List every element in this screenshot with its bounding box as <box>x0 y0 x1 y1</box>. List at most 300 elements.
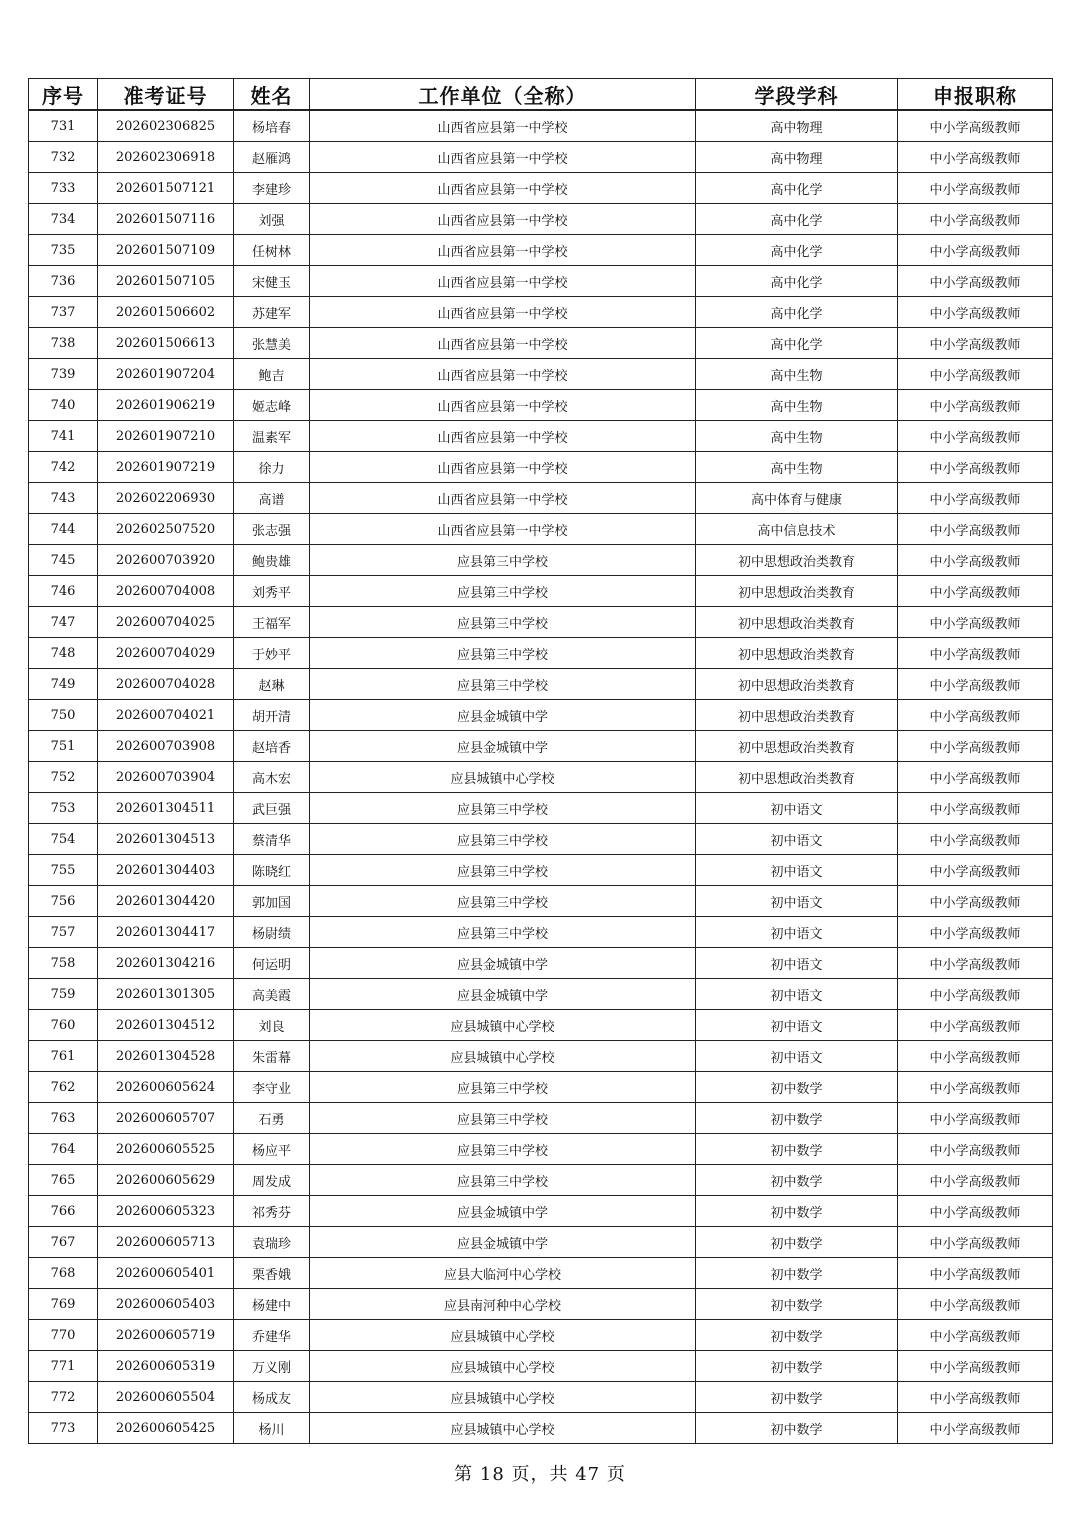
candidate-table <box>28 78 1053 1444</box>
cell-serial-number: 752 <box>29 762 98 793</box>
cell-work-unit: 应县第三中学校 <box>310 793 696 824</box>
cell-title-applied: 中小学高级教师 <box>898 886 1053 917</box>
cell-exam-id: 202600704029 <box>98 638 234 669</box>
table-row <box>29 731 1053 762</box>
cell-stage-subject: 初中数学 <box>696 1289 898 1320</box>
cell-title-applied: 中小学高级教师 <box>898 1382 1053 1413</box>
cell-work-unit: 山西省应县第一中学校 <box>310 204 696 235</box>
table-row <box>29 607 1053 638</box>
cell-stage-subject: 初中思想政治类教育 <box>696 545 898 576</box>
table-row <box>29 1320 1053 1351</box>
header-serial-number: 序号 <box>29 79 98 111</box>
cell-stage-subject: 初中语文 <box>696 1041 898 1072</box>
cell-stage-subject: 初中思想政治类教育 <box>696 576 898 607</box>
cell-name: 刘强 <box>234 204 310 235</box>
cell-work-unit: 应县第三中学校 <box>310 1134 696 1165</box>
cell-stage-subject: 初中语文 <box>696 855 898 886</box>
cell-serial-number: 735 <box>29 235 98 266</box>
cell-work-unit: 应县第三中学校 <box>310 917 696 948</box>
cell-name: 张慧美 <box>234 328 310 359</box>
cell-stage-subject: 初中数学 <box>696 1227 898 1258</box>
cell-stage-subject: 初中语文 <box>696 979 898 1010</box>
table-row <box>29 855 1053 886</box>
cell-serial-number: 754 <box>29 824 98 855</box>
cell-name: 朱雷幕 <box>234 1041 310 1072</box>
table-row <box>29 110 1053 142</box>
cell-exam-id: 202600704021 <box>98 700 234 731</box>
cell-name: 郭加国 <box>234 886 310 917</box>
cell-title-applied: 中小学高级教师 <box>898 1103 1053 1134</box>
table-row <box>29 638 1053 669</box>
cell-title-applied: 中小学高级教师 <box>898 576 1053 607</box>
cell-work-unit: 山西省应县第一中学校 <box>310 297 696 328</box>
cell-stage-subject: 初中语文 <box>696 793 898 824</box>
table-row <box>29 328 1053 359</box>
cell-name: 武巨强 <box>234 793 310 824</box>
cell-name: 于妙平 <box>234 638 310 669</box>
cell-title-applied: 中小学高级教师 <box>898 297 1053 328</box>
cell-name: 苏建军 <box>234 297 310 328</box>
cell-work-unit: 应县大临河中心学校 <box>310 1258 696 1289</box>
cell-name: 张志强 <box>234 514 310 545</box>
cell-work-unit: 应县金城镇中学 <box>310 948 696 979</box>
cell-serial-number: 767 <box>29 1227 98 1258</box>
cell-stage-subject: 初中语文 <box>696 948 898 979</box>
table-row <box>29 204 1053 235</box>
cell-stage-subject: 初中数学 <box>696 1258 898 1289</box>
cell-name: 杨川 <box>234 1413 310 1444</box>
table-row <box>29 793 1053 824</box>
header-name: 姓名 <box>234 79 310 111</box>
cell-name: 王福军 <box>234 607 310 638</box>
table-row <box>29 1413 1053 1444</box>
cell-stage-subject: 初中数学 <box>696 1351 898 1382</box>
cell-exam-id: 202601304511 <box>98 793 234 824</box>
table-row <box>29 917 1053 948</box>
cell-name: 徐力 <box>234 452 310 483</box>
cell-exam-id: 202600605624 <box>98 1072 234 1103</box>
cell-name: 乔建华 <box>234 1320 310 1351</box>
cell-title-applied: 中小学高级教师 <box>898 266 1053 297</box>
cell-serial-number: 764 <box>29 1134 98 1165</box>
cell-serial-number: 770 <box>29 1320 98 1351</box>
cell-name: 赵培香 <box>234 731 310 762</box>
cell-work-unit: 应县金城镇中学 <box>310 1196 696 1227</box>
cell-title-applied: 中小学高级教师 <box>898 1072 1053 1103</box>
cell-exam-id: 202601304417 <box>98 917 234 948</box>
cell-name: 刘秀平 <box>234 576 310 607</box>
cell-exam-id: 202601304420 <box>98 886 234 917</box>
cell-name: 李建珍 <box>234 173 310 204</box>
cell-exam-id: 202601304512 <box>98 1010 234 1041</box>
cell-stage-subject: 初中数学 <box>696 1165 898 1196</box>
cell-stage-subject: 初中语文 <box>696 917 898 948</box>
cell-stage-subject: 初中数学 <box>696 1103 898 1134</box>
cell-title-applied: 中小学高级教师 <box>898 1289 1053 1320</box>
cell-work-unit: 应县第三中学校 <box>310 545 696 576</box>
cell-stage-subject: 初中思想政治类教育 <box>696 638 898 669</box>
cell-stage-subject: 初中思想政治类教育 <box>696 762 898 793</box>
cell-exam-id: 202601304528 <box>98 1041 234 1072</box>
cell-work-unit: 应县金城镇中学 <box>310 1227 696 1258</box>
cell-title-applied: 中小学高级教师 <box>898 1134 1053 1165</box>
cell-title-applied: 中小学高级教师 <box>898 669 1053 700</box>
cell-title-applied: 中小学高级教师 <box>898 979 1053 1010</box>
cell-work-unit: 应县城镇中心学校 <box>310 1041 696 1072</box>
cell-name: 杨培春 <box>234 110 310 142</box>
cell-name: 任树林 <box>234 235 310 266</box>
cell-name: 杨尉绩 <box>234 917 310 948</box>
cell-name: 姬志峰 <box>234 390 310 421</box>
table-row <box>29 173 1053 204</box>
cell-exam-id: 202600605319 <box>98 1351 234 1382</box>
cell-work-unit: 应县金城镇中学 <box>310 731 696 762</box>
table-header-row <box>29 79 1053 111</box>
table-row <box>29 669 1053 700</box>
cell-title-applied: 中小学高级教师 <box>898 1351 1053 1382</box>
cell-title-applied: 中小学高级教师 <box>898 545 1053 576</box>
cell-name: 温素军 <box>234 421 310 452</box>
cell-exam-id: 202601301305 <box>98 979 234 1010</box>
table-row <box>29 452 1053 483</box>
table-row <box>29 1351 1053 1382</box>
cell-serial-number: 758 <box>29 948 98 979</box>
cell-title-applied: 中小学高级教师 <box>898 762 1053 793</box>
cell-title-applied: 中小学高级教师 <box>898 607 1053 638</box>
cell-title-applied: 中小学高级教师 <box>898 1413 1053 1444</box>
cell-stage-subject: 初中思想政治类教育 <box>696 607 898 638</box>
table-row <box>29 359 1053 390</box>
table-row <box>29 979 1053 1010</box>
cell-work-unit: 应县南河种中心学校 <box>310 1289 696 1320</box>
cell-stage-subject: 高中体育与健康 <box>696 483 898 514</box>
cell-title-applied: 中小学高级教师 <box>898 142 1053 173</box>
cell-serial-number: 732 <box>29 142 98 173</box>
cell-exam-id: 202601506602 <box>98 297 234 328</box>
table-row <box>29 1134 1053 1165</box>
header-work-unit: 工作单位（全称） <box>310 79 696 111</box>
cell-name: 宋健玉 <box>234 266 310 297</box>
cell-stage-subject: 初中数学 <box>696 1413 898 1444</box>
cell-work-unit: 应县第三中学校 <box>310 1072 696 1103</box>
cell-name: 栗香娥 <box>234 1258 310 1289</box>
cell-work-unit: 山西省应县第一中学校 <box>310 142 696 173</box>
cell-title-applied: 中小学高级教师 <box>898 1320 1053 1351</box>
cell-serial-number: 771 <box>29 1351 98 1382</box>
cell-title-applied: 中小学高级教师 <box>898 1196 1053 1227</box>
header-title-applied: 申报职称 <box>898 79 1053 111</box>
cell-work-unit: 山西省应县第一中学校 <box>310 328 696 359</box>
cell-stage-subject: 高中化学 <box>696 235 898 266</box>
cell-stage-subject: 初中数学 <box>696 1072 898 1103</box>
cell-work-unit: 应县第三中学校 <box>310 1165 696 1196</box>
cell-exam-id: 202601507109 <box>98 235 234 266</box>
table-row <box>29 514 1053 545</box>
cell-title-applied: 中小学高级教师 <box>898 1258 1053 1289</box>
cell-stage-subject: 高中生物 <box>696 390 898 421</box>
cell-stage-subject: 高中化学 <box>696 266 898 297</box>
cell-serial-number: 766 <box>29 1196 98 1227</box>
table-row <box>29 1382 1053 1413</box>
cell-title-applied: 中小学高级教师 <box>898 700 1053 731</box>
header-stage-subject: 学段学科 <box>696 79 898 111</box>
cell-title-applied: 中小学高级教师 <box>898 917 1053 948</box>
cell-name: 杨成友 <box>234 1382 310 1413</box>
cell-title-applied: 中小学高级教师 <box>898 1010 1053 1041</box>
cell-serial-number: 736 <box>29 266 98 297</box>
cell-exam-id: 202601304403 <box>98 855 234 886</box>
cell-serial-number: 756 <box>29 886 98 917</box>
cell-stage-subject: 高中化学 <box>696 173 898 204</box>
cell-exam-id: 202600703920 <box>98 545 234 576</box>
cell-exam-id: 202601304513 <box>98 824 234 855</box>
cell-name: 袁瑞珍 <box>234 1227 310 1258</box>
cell-stage-subject: 高中化学 <box>696 297 898 328</box>
cell-exam-id: 202601906219 <box>98 390 234 421</box>
cell-name: 陈晓红 <box>234 855 310 886</box>
table-row <box>29 1165 1053 1196</box>
cell-work-unit: 山西省应县第一中学校 <box>310 483 696 514</box>
cell-stage-subject: 初中思想政治类教育 <box>696 700 898 731</box>
cell-work-unit: 应县第三中学校 <box>310 824 696 855</box>
cell-exam-id: 202601507121 <box>98 173 234 204</box>
table-row <box>29 1041 1053 1072</box>
cell-stage-subject: 高中生物 <box>696 421 898 452</box>
table-row <box>29 824 1053 855</box>
cell-name: 赵琳 <box>234 669 310 700</box>
cell-name: 万义刚 <box>234 1351 310 1382</box>
cell-exam-id: 202601506613 <box>98 328 234 359</box>
cell-stage-subject: 初中数学 <box>696 1134 898 1165</box>
table-row <box>29 235 1053 266</box>
cell-exam-id: 202602507520 <box>98 514 234 545</box>
cell-stage-subject: 高中物理 <box>696 110 898 142</box>
cell-serial-number: 739 <box>29 359 98 390</box>
cell-name: 鲍贵雄 <box>234 545 310 576</box>
cell-exam-id: 202600605713 <box>98 1227 234 1258</box>
cell-work-unit: 山西省应县第一中学校 <box>310 452 696 483</box>
cell-exam-id: 202600605707 <box>98 1103 234 1134</box>
cell-title-applied: 中小学高级教师 <box>898 793 1053 824</box>
cell-exam-id: 202601907204 <box>98 359 234 390</box>
cell-exam-id: 202600605504 <box>98 1382 234 1413</box>
cell-serial-number: 765 <box>29 1165 98 1196</box>
cell-serial-number: 744 <box>29 514 98 545</box>
cell-name: 刘良 <box>234 1010 310 1041</box>
cell-exam-id: 202602306825 <box>98 110 234 142</box>
cell-serial-number: 757 <box>29 917 98 948</box>
cell-serial-number: 769 <box>29 1289 98 1320</box>
cell-exam-id: 202600605401 <box>98 1258 234 1289</box>
cell-work-unit: 应县城镇中心学校 <box>310 1382 696 1413</box>
cell-title-applied: 中小学高级教师 <box>898 855 1053 886</box>
cell-work-unit: 应县第三中学校 <box>310 576 696 607</box>
cell-stage-subject: 初中思想政治类教育 <box>696 669 898 700</box>
cell-work-unit: 应县城镇中心学校 <box>310 1413 696 1444</box>
cell-title-applied: 中小学高级教师 <box>898 390 1053 421</box>
cell-serial-number: 762 <box>29 1072 98 1103</box>
cell-title-applied: 中小学高级教师 <box>898 483 1053 514</box>
table-row <box>29 421 1053 452</box>
cell-serial-number: 759 <box>29 979 98 1010</box>
cell-name: 周发成 <box>234 1165 310 1196</box>
cell-serial-number: 745 <box>29 545 98 576</box>
cell-exam-id: 202601304216 <box>98 948 234 979</box>
table-row <box>29 142 1053 173</box>
cell-title-applied: 中小学高级教师 <box>898 204 1053 235</box>
cell-serial-number: 748 <box>29 638 98 669</box>
cell-exam-id: 202600703904 <box>98 762 234 793</box>
cell-stage-subject: 初中数学 <box>696 1196 898 1227</box>
cell-serial-number: 753 <box>29 793 98 824</box>
cell-serial-number: 743 <box>29 483 98 514</box>
cell-work-unit: 应县金城镇中学 <box>310 700 696 731</box>
cell-work-unit: 应县第三中学校 <box>310 669 696 700</box>
cell-exam-id: 202601907219 <box>98 452 234 483</box>
cell-exam-id: 202600605525 <box>98 1134 234 1165</box>
cell-name: 石勇 <box>234 1103 310 1134</box>
cell-name: 李守业 <box>234 1072 310 1103</box>
cell-serial-number: 751 <box>29 731 98 762</box>
cell-stage-subject: 高中物理 <box>696 142 898 173</box>
cell-title-applied: 中小学高级教师 <box>898 948 1053 979</box>
cell-work-unit: 应县城镇中心学校 <box>310 1351 696 1382</box>
cell-serial-number: 742 <box>29 452 98 483</box>
cell-work-unit: 山西省应县第一中学校 <box>310 390 696 421</box>
cell-work-unit: 山西省应县第一中学校 <box>310 266 696 297</box>
cell-name: 赵雁鸿 <box>234 142 310 173</box>
cell-exam-id: 202601907210 <box>98 421 234 452</box>
cell-serial-number: 737 <box>29 297 98 328</box>
cell-title-applied: 中小学高级教师 <box>898 1165 1053 1196</box>
cell-stage-subject: 初中语文 <box>696 886 898 917</box>
cell-work-unit: 山西省应县第一中学校 <box>310 514 696 545</box>
cell-work-unit: 应县第三中学校 <box>310 855 696 886</box>
cell-serial-number: 755 <box>29 855 98 886</box>
cell-stage-subject: 初中思想政治类教育 <box>696 731 898 762</box>
cell-work-unit: 应县第三中学校 <box>310 886 696 917</box>
cell-stage-subject: 初中语文 <box>696 1010 898 1041</box>
cell-name: 祁秀芬 <box>234 1196 310 1227</box>
cell-stage-subject: 初中数学 <box>696 1320 898 1351</box>
cell-work-unit: 山西省应县第一中学校 <box>310 173 696 204</box>
cell-exam-id: 202600605719 <box>98 1320 234 1351</box>
table-row <box>29 948 1053 979</box>
cell-exam-id: 202601507105 <box>98 266 234 297</box>
cell-serial-number: 763 <box>29 1103 98 1134</box>
cell-title-applied: 中小学高级教师 <box>898 824 1053 855</box>
table-row <box>29 1258 1053 1289</box>
cell-name: 鲍吉 <box>234 359 310 390</box>
cell-name: 胡开清 <box>234 700 310 731</box>
cell-title-applied: 中小学高级教师 <box>898 359 1053 390</box>
table-row <box>29 297 1053 328</box>
cell-name: 何运明 <box>234 948 310 979</box>
cell-name: 蔡清华 <box>234 824 310 855</box>
cell-name: 高木宏 <box>234 762 310 793</box>
cell-work-unit: 应县城镇中心学校 <box>310 1320 696 1351</box>
table-row <box>29 1196 1053 1227</box>
cell-serial-number: 761 <box>29 1041 98 1072</box>
table-row <box>29 483 1053 514</box>
cell-serial-number: 740 <box>29 390 98 421</box>
cell-serial-number: 746 <box>29 576 98 607</box>
cell-serial-number: 768 <box>29 1258 98 1289</box>
cell-stage-subject: 高中化学 <box>696 204 898 235</box>
cell-serial-number: 773 <box>29 1413 98 1444</box>
cell-exam-id: 202602206930 <box>98 483 234 514</box>
cell-stage-subject: 高中化学 <box>696 328 898 359</box>
cell-serial-number: 747 <box>29 607 98 638</box>
cell-title-applied: 中小学高级教师 <box>898 328 1053 359</box>
cell-work-unit: 山西省应县第一中学校 <box>310 235 696 266</box>
cell-work-unit: 应县金城镇中学 <box>310 979 696 1010</box>
cell-exam-id: 202600703908 <box>98 731 234 762</box>
cell-exam-id: 202600605425 <box>98 1413 234 1444</box>
cell-serial-number: 749 <box>29 669 98 700</box>
cell-name: 杨建中 <box>234 1289 310 1320</box>
cell-work-unit: 山西省应县第一中学校 <box>310 359 696 390</box>
cell-exam-id: 202602306918 <box>98 142 234 173</box>
cell-work-unit: 山西省应县第一中学校 <box>310 421 696 452</box>
cell-serial-number: 750 <box>29 700 98 731</box>
cell-work-unit: 山西省应县第一中学校 <box>310 110 696 142</box>
cell-title-applied: 中小学高级教师 <box>898 110 1053 142</box>
cell-work-unit: 应县第三中学校 <box>310 1103 696 1134</box>
table-row <box>29 1010 1053 1041</box>
table-row <box>29 390 1053 421</box>
cell-title-applied: 中小学高级教师 <box>898 173 1053 204</box>
cell-work-unit: 应县第三中学校 <box>310 607 696 638</box>
cell-serial-number: 741 <box>29 421 98 452</box>
cell-serial-number: 738 <box>29 328 98 359</box>
table-row <box>29 700 1053 731</box>
table-row <box>29 886 1053 917</box>
table-row <box>29 266 1053 297</box>
header-exam-id: 准考证号 <box>98 79 234 111</box>
cell-stage-subject: 高中生物 <box>696 359 898 390</box>
table-row <box>29 545 1053 576</box>
cell-title-applied: 中小学高级教师 <box>898 235 1053 266</box>
cell-serial-number: 772 <box>29 1382 98 1413</box>
table-row <box>29 762 1053 793</box>
cell-title-applied: 中小学高级教师 <box>898 1041 1053 1072</box>
cell-title-applied: 中小学高级教师 <box>898 1227 1053 1258</box>
table-row <box>29 1072 1053 1103</box>
cell-name: 高美霞 <box>234 979 310 1010</box>
cell-work-unit: 应县城镇中心学校 <box>310 762 696 793</box>
cell-serial-number: 734 <box>29 204 98 235</box>
table-row <box>29 1103 1053 1134</box>
cell-stage-subject: 初中语文 <box>696 824 898 855</box>
cell-title-applied: 中小学高级教师 <box>898 452 1053 483</box>
cell-title-applied: 中小学高级教师 <box>898 731 1053 762</box>
cell-stage-subject: 高中生物 <box>696 452 898 483</box>
table-row <box>29 1289 1053 1320</box>
table-row <box>29 576 1053 607</box>
cell-work-unit: 应县第三中学校 <box>310 638 696 669</box>
cell-exam-id: 202600605403 <box>98 1289 234 1320</box>
cell-exam-id: 202600704008 <box>98 576 234 607</box>
table-body <box>29 110 1053 1444</box>
cell-title-applied: 中小学高级教师 <box>898 421 1053 452</box>
cell-name: 杨应平 <box>234 1134 310 1165</box>
cell-title-applied: 中小学高级教师 <box>898 638 1053 669</box>
cell-exam-id: 202600605323 <box>98 1196 234 1227</box>
table-row <box>29 1227 1053 1258</box>
cell-stage-subject: 初中数学 <box>696 1382 898 1413</box>
cell-exam-id: 202600605629 <box>98 1165 234 1196</box>
